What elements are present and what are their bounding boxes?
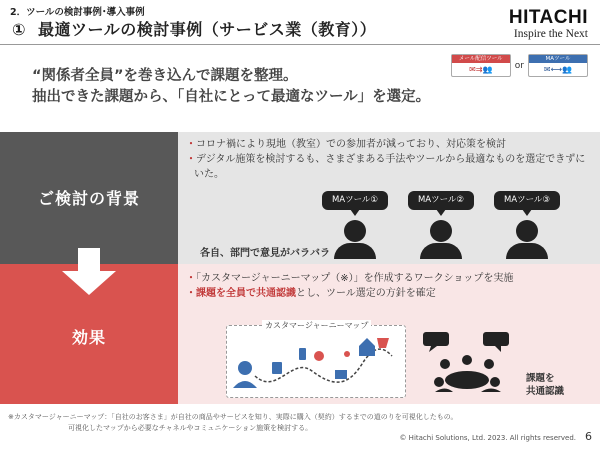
pin-icon [314,351,324,361]
effect-bullet-2 [186,286,586,301]
bullet-mark: ・ [186,288,196,299]
background-caption: 各自、部門で意見がバラバラ [200,248,330,259]
down-arrow-head-icon [62,271,116,295]
person-ma-tool-2 [406,191,476,259]
hitachi-logo [509,8,588,40]
journey-map-illustration [227,326,407,399]
consensus-line-1: 課題を [526,373,555,384]
journey-map-label: カスタマージャーニーマップ [262,320,371,331]
page-number: 6 [585,430,592,443]
lead-line-2: 抽出できた課題から、「自社にとって最適なツール」を選定。 [32,89,431,106]
footnote-line-2: 可視化したマップから必要なチャネルやコミュニケーション施策を検討する。 [68,423,313,432]
meeting-illustration [415,330,525,400]
person-body-icon [420,243,462,259]
smartphone-icon [299,348,306,360]
meeting-people-icon [415,330,525,400]
section-title: 2．ツールの検討事例･導入事例 [10,7,145,18]
touchpoint-icon [344,351,350,357]
or-label: or [514,60,524,71]
store-icon [359,338,375,356]
meeting-bubble-left [423,332,449,346]
person-body-icon [334,243,376,259]
copyright: © Hitachi Solutions, Ltd. 2023. All rights reserved. [399,434,576,442]
lead-line-1: “関係者全員”を巻き込んで課題を整理。 [32,68,298,84]
ma-tool-label: MAツール [529,55,587,63]
consensus-label [526,372,564,399]
meeting-bubble-right [483,332,509,346]
down-arrow-icon [78,248,100,272]
background-bullet-2-text: デジタル施策を検討するも、さまざまある手法やツールから最適なものを選定できずにいた。 [194,154,586,180]
mail-icon [335,370,347,379]
consensus-line-2: 共通認識 [526,386,565,398]
ma-tool-badge [528,54,588,77]
tool-badges [451,54,588,77]
effect-bullet-2-emphasis: 課題を全員で共通認識 [196,288,296,299]
ma-automation-icon: ✉⟷👥 [543,65,573,75]
customer-journey-map [226,325,406,398]
mail-tool-label: メール配信ツール [452,55,510,63]
document-icon [272,362,282,374]
person-icon [430,220,452,242]
logo-main-text: HITACHI [508,7,588,28]
person-icon [344,220,366,242]
effect-bullet-1 [186,271,586,286]
effect-bullet-1-text: 「カスタマージャーニーマップ（※）」を作成するワークショップを実施 [196,273,514,284]
person-body-icon [506,243,548,259]
person-icon [516,220,538,242]
lead-message [32,66,430,108]
footnote [8,412,458,434]
background-bullets [186,137,586,182]
background-bullet-2 [186,152,586,182]
footnote-line-1: ※カスタマージャーニーマップ：「自社のお客さま」が自社の商品やサービスを知り、実際に購入（契約）するまでの道のりを可視化したもの。 [8,413,458,421]
effect-title: 効果 [71,328,106,347]
logo-tagline: Inspire the Next [513,28,588,40]
title-divider [0,44,600,45]
bullet-mark: ・ [186,154,196,165]
background-title: ご検討の背景 [37,189,140,208]
title-number: ① [12,20,27,39]
cart-icon [377,338,389,348]
background-bullet-1 [186,137,586,152]
speech-bubble-2: MAツール② [408,191,474,210]
bullet-mark: ・ [186,139,196,150]
effect-bullet-2-text: とし、ツール選定の方針を確定 [296,288,436,299]
customer-icon [233,361,257,388]
speech-bubble-3: MAツール③ [494,191,560,210]
background-bullet-1-text: コロナ禍により現地（教室）での参加者が減っており、対応策を検討 [196,139,506,150]
mail-send-icon: ✉⇉👥 [469,65,493,75]
title-text: 最適ツールの検討事例（サービス業（教育）） [38,20,377,39]
slide-title [12,17,376,40]
person-ma-tool-1 [320,191,390,259]
bullet-mark: ・ [186,273,196,284]
mail-tool-badge [451,54,511,77]
person-ma-tool-3 [492,191,562,259]
effect-bullets [186,271,586,301]
speech-bubble-1: MAツール① [322,191,388,210]
